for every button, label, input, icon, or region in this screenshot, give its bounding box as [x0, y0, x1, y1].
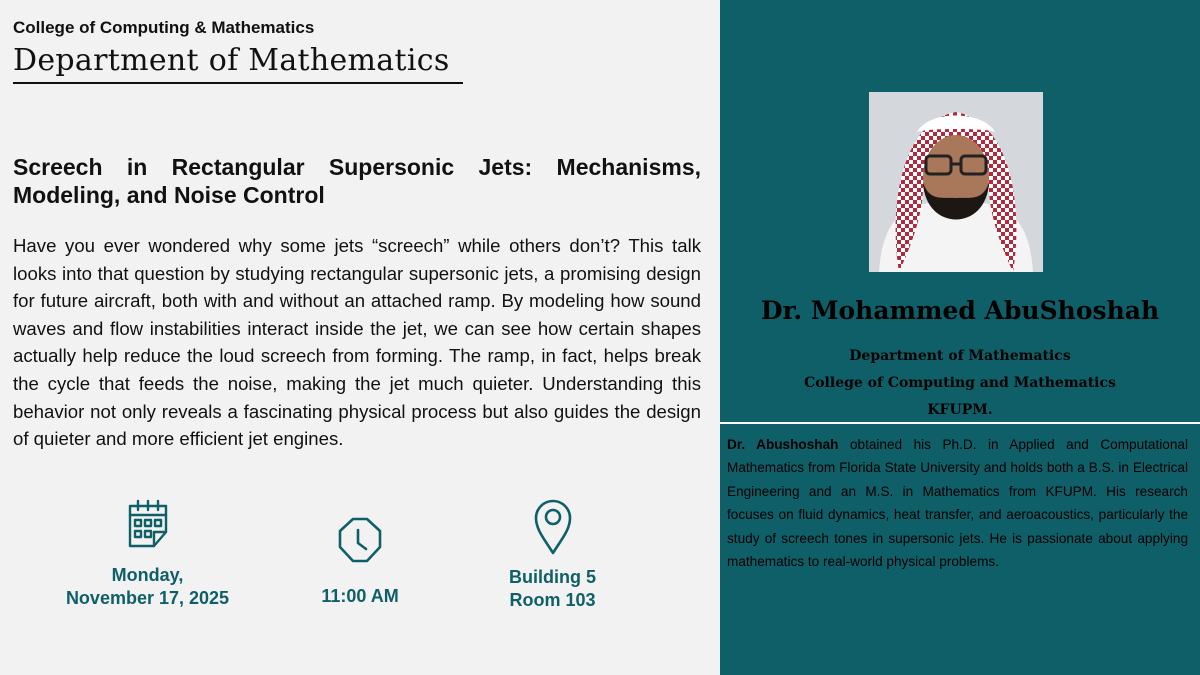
clock-icon [336, 515, 384, 565]
affiliation-college: College of Computing and Mathematics [804, 375, 1116, 391]
talk-title: Screech in Rectangular Supersonic Jets: Mechanisms, Modeling, and Noise Control [13, 154, 701, 208]
speaker-affiliation [720, 343, 1200, 424]
time-text: 11:00 AM [321, 586, 399, 606]
speaker-photo [869, 92, 1043, 272]
speaker-portrait-illustration [869, 92, 1043, 272]
speaker-bio [727, 433, 1188, 573]
date-full: November 17, 2025 [65, 588, 230, 608]
speaker-name: Dr. Mohammed AbuShoshah [760, 296, 1160, 325]
title-underline [13, 82, 463, 84]
location-room: Room 103 [509, 590, 596, 610]
location-pin-icon [533, 498, 573, 556]
department-title: Department of Mathematics [13, 43, 450, 78]
bio-text: obtained his Ph.D. in Applied and Computational Mathematics from Florida State University and holds both a B.S. in Electrical Engineering and an M.S. in Mathematics from KFUPM. His research focuses on fluid dynamics, heat transfer, and aeroacoustics, particularly the study of screech tones in supersonic jets. He is passionate about applying mathematics to real-world physical problems. [727, 437, 1188, 570]
bio-speaker-name: Dr. Abushoshah [727, 437, 839, 452]
panel-divider [720, 422, 1200, 424]
affiliation-department: Department of Mathematics [849, 348, 1071, 364]
event-date [40, 498, 255, 610]
event-location [490, 498, 615, 612]
talk-abstract: Have you ever wondered why some jets “screech” while others don’t? This talk looks into that question by studying rectangular supersonic jets, a promising design for future aircraft, both with and without an attached ramp. By modeling how sound waves and flow instabilities interact inside the jet, we can see how certain shapes actually help reduce the loud screech from forming. The ramp, in fact, helps break the cycle that feeds the noise, making the jet much quieter. Understanding this behavior not only reveals a fascinating physical process but also guides the design of quieter and more efficient jet engines. [13, 235, 701, 450]
college-name: College of Computing & Mathematics [13, 18, 315, 37]
date-weekday: Monday, [111, 565, 184, 585]
calendar-icon [124, 498, 172, 550]
location-building: Building 5 [509, 567, 596, 587]
affiliation-university: KFUPM. [927, 402, 993, 418]
event-time [300, 515, 420, 608]
